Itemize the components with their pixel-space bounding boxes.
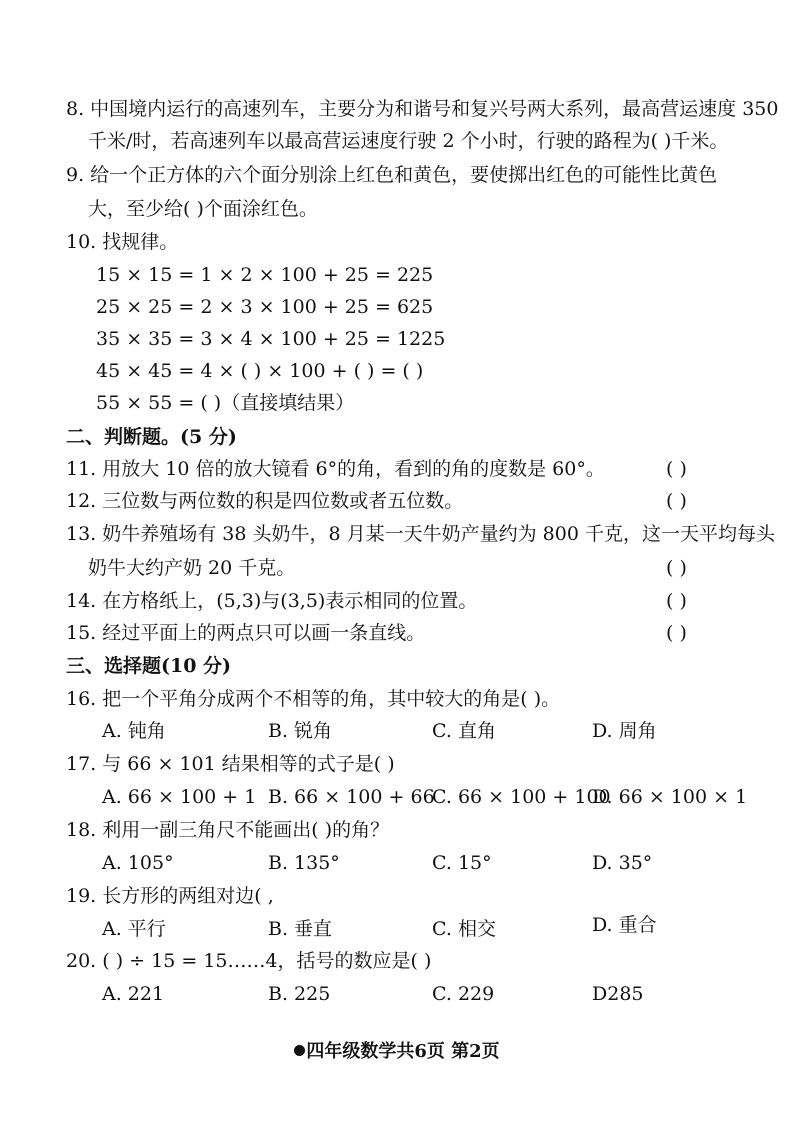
q19-option-c[interactable]: C. 相交 <box>432 918 496 940</box>
q20-option-b[interactable]: B. 225 <box>268 983 331 1005</box>
q17-option-a[interactable]: A. 66 × 100 + 1 <box>102 786 257 808</box>
q8-line2: 千米/时，若高速列车以最高营运速度行驶 2 个小时，行驶的路程为( )千米。 <box>88 130 729 152</box>
q10-row: 25 × 25 = 2 × 3 × 100 + 25 = 625 <box>96 296 434 318</box>
q13-answer-blank[interactable]: ( ) <box>666 557 687 579</box>
page-footer <box>0 1040 794 1064</box>
q19-option-d[interactable]: D. 重合 <box>592 914 657 936</box>
q16-option-a[interactable]: A. 钝角 <box>102 720 166 742</box>
q17-option-b[interactable]: B. 66 × 100 + 66 <box>268 786 435 808</box>
q15-text: 15. 经过平面上的两点只可以画一条直线。 <box>66 622 426 644</box>
q16-option-d[interactable]: D. 周角 <box>592 720 657 742</box>
q15-answer-blank[interactable]: ( ) <box>666 622 687 644</box>
q9-line2: 大，至少给( )个面涂红色。 <box>88 198 318 220</box>
q14-text: 14. 在方格纸上，(5,3)与(3,5)表示相同的位置。 <box>66 590 478 612</box>
q11-answer-blank[interactable]: ( ) <box>666 458 687 480</box>
section-heading-judgment: 二、判断题。(5 分) <box>66 426 237 448</box>
q14-answer-blank[interactable]: ( ) <box>666 590 687 612</box>
q16-option-b[interactable]: B. 锐角 <box>268 720 333 742</box>
q9-line1: 9. 给一个正方体的六个面分别涂上红色和黄色，要使掷出红色的可能性比黄色 <box>66 164 718 186</box>
q17-option-d[interactable]: D. 66 × 100 × 1 <box>592 786 748 808</box>
q12-text: 12. 三位数与两位数的积是四位数或者五位数。 <box>66 490 464 512</box>
q10-row: 45 × 45 = 4 × ( ) × 100 + ( ) = ( ) <box>96 360 424 382</box>
q16-option-c[interactable]: C. 直角 <box>432 720 496 742</box>
q17-text: 17. 与 66 × 101 结果相等的式子是( ) <box>66 753 395 775</box>
q19-option-a[interactable]: A. 平行 <box>102 918 166 940</box>
section-heading-choice: 三、选择题(10 分) <box>66 655 232 677</box>
q19-option-b[interactable]: B. 垂直 <box>268 918 333 940</box>
bullet-dot-icon <box>294 1045 305 1056</box>
q20-text: 20. ( ) ÷ 15 = 15……4，括号的数应是( ) <box>66 950 432 972</box>
q18-option-c[interactable]: C. 15° <box>432 852 492 874</box>
q17-option-c[interactable]: C. 66 × 100 + 100 <box>432 786 611 808</box>
q10-title: 10. 找规律。 <box>66 231 179 253</box>
q8-line1: 8. 中国境内运行的高速列车，主要分为和谐号和复兴号两大系列，最高营运速度 350 <box>66 98 779 120</box>
q12-answer-blank[interactable]: ( ) <box>666 490 687 512</box>
q13-text-cont: 奶牛大约产奶 20 千克。 <box>88 557 296 579</box>
q20-option-d[interactable]: D285 <box>592 983 644 1005</box>
q16-text: 16. 把一个平角分成两个不相等的角，其中较大的角是( )。 <box>66 688 561 710</box>
q19-text: 19. 长方形的两组对边( , <box>66 885 274 907</box>
footer-text: 四年级数学共6页 第2页 <box>306 1041 500 1062</box>
q20-option-c[interactable]: C. 229 <box>432 983 495 1005</box>
q11-text: 11. 用放大 10 倍的放大镜看 6°的角，看到的角的度数是 60°。 <box>66 458 605 480</box>
q18-text: 18. 利用一副三角尺不能画出( )的角？ <box>66 819 390 841</box>
q10-row: 35 × 35 = 3 × 4 × 100 + 25 = 1225 <box>96 328 446 350</box>
q10-row: 15 × 15 = 1 × 2 × 100 + 25 = 225 <box>96 264 434 286</box>
q13-text: 13. 奶牛养殖场有 38 头奶牛，8 月某一天牛奶产量约为 800 千克，这一天平均每头 <box>66 523 775 545</box>
q18-option-d[interactable]: D. 35° <box>592 852 653 874</box>
q18-option-a[interactable]: A. 105° <box>102 852 174 874</box>
q18-option-b[interactable]: B. 135° <box>268 852 340 874</box>
q10-row: 55 × 55 = ( )（直接填结果） <box>96 392 355 414</box>
q20-option-a[interactable]: A. 221 <box>102 983 165 1005</box>
